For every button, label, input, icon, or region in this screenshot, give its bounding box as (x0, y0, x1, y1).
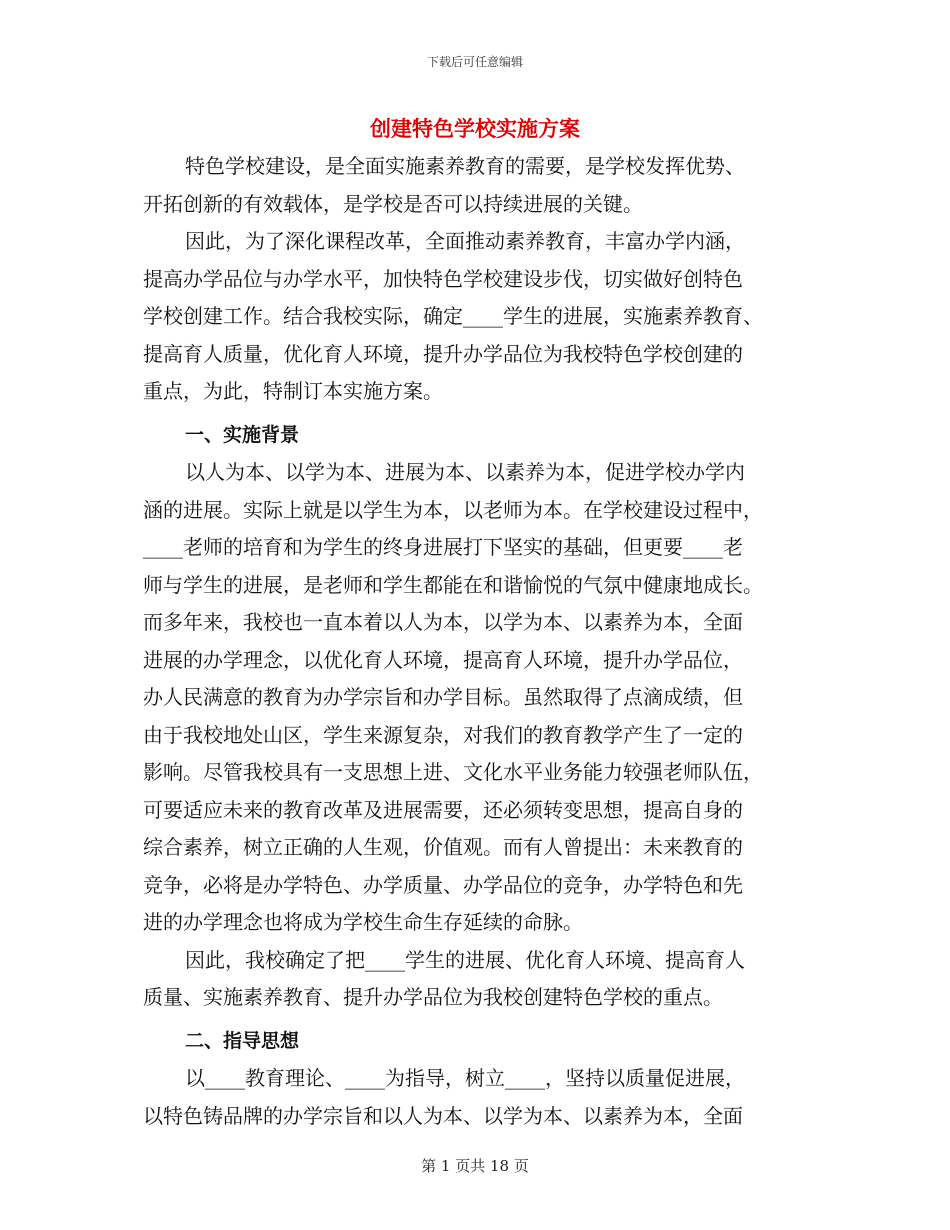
text-line: 可要适应未来的教育改革及进展需要，还必须转变思想，提高自身的 (143, 797, 743, 822)
section-heading-guiding-ideology: 二、指导思想 (185, 1029, 300, 1052)
text-line: 影响。尽管我校具有一支思想上进、文化水平业务能力较强老师队伍， (143, 760, 763, 784)
guiding-paragraph-1 (143, 1060, 813, 1135)
text-line: 以____教育理论、____为指导，树立____，坚持以质量促进展， (185, 1066, 745, 1090)
text-line: 质量、实施素养教育、提升办学品位为我校创建特色学校的重点。 (143, 985, 723, 1009)
text-line: 以人为本、以学为本、进展为本、以素养为本，促进学校办学内 (185, 460, 745, 484)
intro-paragraph-1 (143, 148, 813, 223)
text-line: 开拓创新的有效载体，是学校是否可以持续进展的关键。 (143, 191, 643, 216)
text-line: 提高办学品位与办学水平，加快特色学校建设步伐，切实做好创特色 (143, 266, 743, 291)
text-line: 提高育人质量，优化育人环境，提升办学品位为我校特色学校创建的 (143, 341, 743, 366)
text-line: 竞争，必将是办学特色、办学质量、办学品位的竞争，办学特色和先 (143, 872, 743, 897)
text-line: 进展的办学理念，以优化育人环境，提高育人环境，提升办学品位， (143, 647, 743, 672)
document-body (143, 148, 813, 1135)
text-line: 以特色铸品牌的办学宗旨和以人为本、以学为本、以素养为本，全面 (143, 1103, 743, 1128)
text-line: 综合素养，树立正确的人生观，价值观。而有人曾提出：未来教育的 (143, 835, 743, 859)
text-line: 办人民满意的教育为办学宗旨和办学目标。虽然取得了点滴成绩，但 (143, 685, 743, 709)
text-line: 因此，我校确定了把____学生的进展、优化育人环境、提高育人 (185, 947, 745, 972)
text-line: 特色学校建设，是全面实施素养教育的需要，是学校发挥优势、 (185, 154, 745, 178)
background-paragraph-1 (143, 454, 813, 942)
text-line: 师与学生的进展，是老师和学生都能在和谐愉悦的气氛中健康地成长。 (143, 572, 763, 597)
section-heading-background: 一、实施背景 (185, 423, 300, 446)
text-line: 因此，为了深化课程改革，全面推动素养教育，丰富办学内涵， (185, 229, 745, 253)
text-line: 而多年来，我校也一直本着以人为本，以学为本、以素养为本，全面 (143, 610, 743, 634)
background-paragraph-2 (143, 942, 813, 1017)
intro-paragraph-2 (143, 223, 813, 411)
text-line: ____老师的培育和为学生的终身进展打下坚实的基础，但更要____老 (143, 535, 743, 559)
text-line: 涵的进展。实际上就是以学生为本，以老师为本。在学校建设过程中， (143, 497, 763, 522)
page-footer: 第 1 页共 18 页 (421, 1157, 529, 1175)
text-line: 进的办学理念也将成为学校生命生存延续的命脉。 (143, 910, 583, 934)
text-line: 重点，为此，特制订本实施方案。 (143, 379, 443, 403)
text-line: 由于我校地处山区，学生来源复杂，对我们的教育教学产生了一定的 (143, 722, 743, 747)
document-title: 创建特色学校实施方案 (370, 117, 580, 141)
header-note: 下载后可任意编辑 (426, 55, 523, 69)
text-line: 学校创建工作。结合我校实际，确定____学生的进展，实施素养教育、 (143, 304, 763, 328)
